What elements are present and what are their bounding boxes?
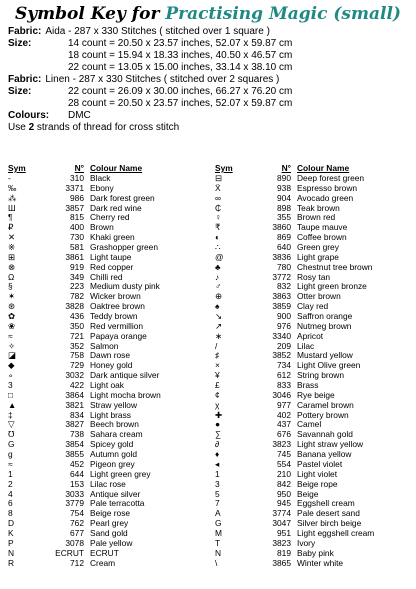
symbol-glyph: ∑	[215, 429, 221, 440]
dmc-number: 640	[277, 242, 291, 253]
symbol-glyph: ⊕	[215, 291, 223, 302]
colour-name: Dark antique silver	[90, 370, 160, 381]
dmc-number: 676	[277, 429, 291, 440]
dmc-number: 3774	[272, 508, 291, 519]
dmc-number: 945	[277, 498, 291, 509]
symbol-glyph: ♣	[215, 261, 221, 272]
symbol-glyph: ∗	[215, 330, 223, 341]
key-row	[215, 559, 409, 569]
colour-name: Antique silver	[90, 488, 141, 499]
symbol-glyph: g	[8, 449, 13, 460]
size-label: Size:	[8, 38, 32, 49]
size-label: Size:	[8, 86, 32, 97]
colour-name: Caramel brown	[297, 399, 354, 410]
fabric-label: Fabric:	[8, 74, 42, 85]
symbol-glyph: ⁂	[8, 192, 17, 203]
colour-name: Honey gold	[90, 360, 133, 371]
fabric-linen-text: Linen - 287 x 330 Stitches ( stitched over 2 squares )	[45, 74, 280, 85]
symbol-glyph: 1	[215, 468, 220, 479]
dmc-number: 223	[70, 281, 84, 292]
colour-name: Nutmeg brown	[297, 320, 352, 331]
colour-name: Light Olive green	[297, 360, 361, 371]
symbol-glyph: ♠	[215, 301, 220, 312]
symbol-glyph: §	[8, 281, 13, 292]
colour-name: Rye beige	[297, 389, 335, 400]
symbol-glyph: G	[8, 439, 15, 450]
dmc-number: 209	[277, 340, 291, 351]
symbol-glyph: ‰	[8, 182, 17, 193]
dmc-number: 3859	[272, 301, 291, 312]
symbol-glyph: ₽	[8, 222, 14, 233]
symbol-glyph: ¥	[215, 370, 220, 381]
fabric-aida-text: Aida - 287 x 330 Stitches ( stitched over 1 square )	[45, 26, 270, 37]
colour-name: Deep forest green	[297, 173, 365, 183]
colour-name: Medium dusty pink	[90, 281, 160, 292]
size-aida-line: 18 count = 15.94 x 18.33 inches, 40.50 x 46.57 cm	[68, 50, 293, 61]
dmc-number: 712	[70, 557, 84, 568]
symbol-glyph: R	[8, 557, 15, 568]
colour-name: Chestnut tree brown	[297, 261, 373, 272]
symbol-glyph: 5	[215, 488, 220, 499]
symbol-glyph: 3	[8, 380, 13, 391]
colour-name: Khaki green	[90, 232, 135, 243]
dmc-number: 3855	[65, 449, 84, 460]
colour-name: Straw yellow	[90, 399, 138, 410]
symbol-glyph: 2	[8, 478, 13, 489]
colour-name: Coffee brown	[297, 232, 347, 243]
symbol-glyph: ↗	[215, 320, 223, 331]
dmc-number: 3836	[272, 251, 291, 262]
colour-name: Spicey gold	[90, 439, 134, 450]
symbol-glyph: 4	[8, 488, 13, 499]
dmc-number: 554	[277, 458, 291, 469]
colour-name: Pearl grey	[90, 518, 129, 529]
symbol-glyph: ▲	[8, 399, 17, 410]
colours-value: DMC	[68, 110, 91, 121]
dmc-number: 677	[70, 527, 84, 538]
colour-name: Teddy brown	[90, 311, 138, 322]
dmc-number: 612	[277, 370, 291, 381]
header-num: N°	[74, 163, 84, 173]
dmc-number: 3340	[272, 330, 291, 341]
dmc-number: 904	[277, 192, 291, 203]
dmc-number: 436	[70, 311, 84, 322]
header-name: Colour Name	[90, 163, 143, 173]
symbol-glyph: ▽	[8, 419, 15, 430]
dmc-number: 3823	[272, 537, 291, 548]
dmc-number: 3854	[65, 439, 84, 450]
colour-name: Camel	[297, 419, 322, 430]
dmc-number: 3032	[65, 370, 84, 381]
symbol-glyph: K	[8, 527, 14, 538]
symbol-glyph: ⊛	[8, 301, 16, 312]
colour-name: Beige rope	[297, 478, 338, 489]
colour-name: Beige	[297, 488, 319, 499]
dmc-number: 951	[277, 527, 291, 538]
colour-name: Dark red wine	[90, 202, 142, 213]
header-sym: Sym	[215, 163, 233, 173]
colour-name: Salmon	[90, 340, 119, 351]
key-table-right	[215, 164, 409, 568]
colour-name: Pigeon grey	[90, 458, 135, 469]
colour-name: Brass	[297, 380, 319, 391]
dmc-number: 3860	[272, 222, 291, 233]
symbol-glyph: ◐	[215, 232, 221, 243]
colour-name: Pottery brown	[297, 409, 349, 420]
dmc-number: 3852	[272, 350, 291, 361]
symbol-glyph: ¶	[8, 212, 13, 223]
dmc-number: 833	[277, 380, 291, 391]
colour-name: Sand gold	[90, 527, 128, 538]
dmc-number: 834	[70, 409, 84, 420]
colour-name: Light oak	[90, 380, 124, 391]
symbol-glyph: ⊗	[8, 261, 16, 272]
dmc-number: 738	[70, 429, 84, 440]
symbol-glyph: ♦	[215, 449, 220, 460]
dmc-number: 3828	[65, 301, 84, 312]
dmc-number: 581	[70, 242, 84, 253]
dmc-number: 782	[70, 291, 84, 302]
symbol-glyph: ¢	[215, 389, 220, 400]
colour-name: Light grape	[297, 251, 339, 262]
colour-name: Black	[90, 173, 111, 183]
symbol-glyph: ※	[8, 242, 16, 253]
symbol-glyph: Ẍ	[215, 182, 221, 193]
symbol-glyph: ∞	[215, 192, 221, 203]
dmc-number: 3857	[65, 202, 84, 213]
symbol-glyph: 1	[8, 468, 13, 479]
symbol-glyph: ♀	[215, 212, 222, 223]
symbol-glyph: ✶	[8, 291, 16, 302]
size-aida-row	[8, 38, 408, 50]
colour-name: Brown	[90, 222, 114, 233]
colour-name: Cream	[90, 557, 116, 568]
symbol-glyph: ✚	[215, 409, 223, 420]
colour-name: Cherry red	[90, 212, 130, 223]
symbol-glyph: N	[215, 547, 222, 558]
dmc-number: 3865	[272, 557, 291, 568]
colour-name: Banana yellow	[297, 449, 352, 460]
colour-name: Lilac rose	[90, 478, 126, 489]
dmc-number: 938	[277, 182, 291, 193]
colour-name: Red vermillion	[90, 320, 144, 331]
dmc-number: 730	[70, 232, 84, 243]
colour-name: Beech brown	[90, 419, 139, 430]
colour-name: Grashopper green	[90, 242, 158, 253]
thread-instruction	[8, 122, 408, 134]
colour-name: Ebony	[90, 182, 114, 193]
colour-name: Saffron orange	[297, 311, 353, 322]
colour-name: Clay red	[297, 301, 329, 312]
dmc-number: 729	[70, 360, 84, 371]
size-aida-line: 14 count = 20.50 x 23.57 inches, 52.07 x 59.87 cm	[68, 38, 293, 49]
thread-count: 2	[28, 122, 35, 133]
dmc-number: 900	[277, 311, 291, 322]
colour-name: Beige rose	[90, 508, 131, 519]
fabric-label: Fabric:	[8, 26, 42, 37]
dmc-number: 832	[277, 281, 291, 292]
symbol-glyph: ∴	[215, 242, 221, 253]
dmc-number: 869	[277, 232, 291, 243]
colour-name: Pale desert sand	[297, 508, 360, 519]
dmc-number: 3779	[65, 498, 84, 509]
dmc-number: 758	[70, 350, 84, 361]
size-aida-row	[8, 50, 408, 62]
dmc-number: 734	[277, 360, 291, 371]
colour-name: Eggshell cream	[297, 498, 355, 509]
colour-name: Light green bronze	[297, 281, 367, 292]
symbol-glyph: ♯	[215, 350, 220, 361]
symbol-glyph: χ	[215, 399, 220, 410]
dmc-number: 452	[70, 458, 84, 469]
symbol-glyph: \	[215, 557, 218, 568]
size-linen-line: 28 count = 20.50 x 23.57 inches, 52.07 x 59.87 cm	[68, 98, 293, 109]
symbol-glyph: ◆	[8, 360, 15, 371]
dmc-number: 350	[70, 320, 84, 331]
colour-name: Rosy tan	[297, 271, 331, 282]
symbol-glyph: 8	[8, 508, 13, 519]
dmc-number: 780	[277, 261, 291, 272]
colour-name: Taupe mauve	[297, 222, 348, 233]
colours-row	[8, 110, 408, 122]
symbol-glyph: 7	[215, 498, 220, 509]
colour-name: Autumn gold	[90, 449, 138, 460]
colour-name: Teak brown	[297, 202, 340, 213]
symbol-glyph: ∘	[8, 370, 14, 381]
symbol-glyph: /	[215, 340, 218, 351]
colour-name: Red copper	[90, 261, 134, 272]
dmc-number: 210	[277, 468, 291, 479]
thread-post: strands of thread for cross stitch	[34, 122, 180, 133]
dmc-number: ECRUT	[55, 547, 84, 558]
dmc-number: 3078	[65, 537, 84, 548]
symbol-glyph: ↘	[215, 311, 223, 322]
colour-name: Papaya orange	[90, 330, 147, 341]
colour-name: Dawn rose	[90, 350, 131, 361]
colour-name: Light green grey	[90, 468, 151, 479]
size-linen-row	[8, 98, 408, 110]
symbol-glyph: -	[8, 173, 11, 183]
dmc-number: 3861	[65, 251, 84, 262]
dmc-number: 3772	[272, 271, 291, 282]
symbol-glyph: M	[215, 527, 222, 538]
key-table-left	[8, 164, 202, 568]
dmc-number: 3821	[65, 399, 84, 410]
dmc-number: 349	[70, 271, 84, 282]
symbol-glyph: ×	[215, 360, 220, 371]
symbol-glyph: ❀	[8, 320, 16, 331]
colour-name: Avocado green	[297, 192, 354, 203]
dmc-number: 644	[70, 468, 84, 479]
colour-name: Light straw yellow	[297, 439, 364, 450]
symbol-glyph: N	[8, 547, 15, 558]
dmc-number: 310	[70, 173, 84, 183]
header-name: Colour Name	[297, 163, 350, 173]
symbol-glyph: £	[215, 380, 220, 391]
dmc-number: 762	[70, 518, 84, 529]
dmc-number: 355	[277, 212, 291, 223]
colour-name: Light eggshell cream	[297, 527, 375, 538]
fabric-info	[8, 26, 408, 134]
symbol-glyph: D	[8, 518, 15, 529]
dmc-number: 977	[277, 399, 291, 410]
dmc-number: 3033	[65, 488, 84, 499]
colour-name: Pastel violet	[297, 458, 343, 469]
dmc-number: 400	[70, 222, 84, 233]
colour-name: Wicker brown	[90, 291, 141, 302]
colour-name: Silver birch beige	[297, 518, 362, 529]
fabric-aida-row	[8, 26, 408, 38]
colour-name: Apricot	[297, 330, 324, 341]
dmc-number: 950	[277, 488, 291, 499]
colour-name: Sahara cream	[90, 429, 143, 440]
dmc-number: 754	[70, 508, 84, 519]
colour-name: Pale yellow	[90, 537, 133, 548]
dmc-number: 3864	[65, 389, 84, 400]
dmc-number: 819	[277, 547, 291, 558]
colour-name: Mustard yellow	[297, 350, 353, 361]
symbol-glyph: P	[8, 537, 14, 548]
header-sym: Sym	[8, 163, 26, 173]
symbol-glyph: ⊞	[8, 251, 16, 262]
colour-name: Pale terracotta	[90, 498, 145, 509]
dmc-number: 402	[277, 409, 291, 420]
colour-name: Light brass	[90, 409, 131, 420]
dmc-number: 422	[70, 380, 84, 391]
dmc-number: 437	[277, 419, 291, 430]
symbol-glyph: Ш	[8, 202, 16, 213]
colour-name: Savannah gold	[297, 429, 353, 440]
symbol-glyph: ●	[215, 419, 221, 430]
dmc-number: 3046	[272, 389, 291, 400]
symbol-glyph: ℧	[8, 429, 15, 440]
symbol-glyph: Ω	[8, 271, 15, 282]
symbol-glyph: ≈	[8, 458, 13, 469]
dmc-number: 721	[70, 330, 84, 341]
dmc-number: 3863	[272, 291, 291, 302]
symbol-glyph: 3	[215, 478, 220, 489]
dmc-number: 898	[277, 202, 291, 213]
colour-name: Green grey	[297, 242, 339, 253]
symbol-glyph: ₵	[215, 202, 222, 213]
dmc-number: 153	[70, 478, 84, 489]
dmc-number: 986	[70, 192, 84, 203]
symbol-glyph: ∂	[215, 439, 220, 450]
symbol-glyph: ≈	[8, 330, 13, 341]
title-brand: Practising Magic (small)	[165, 4, 401, 24]
title-prefix: Symbol Key for	[15, 4, 160, 24]
symbol-glyph: @	[215, 251, 224, 262]
colour-name: Brown red	[297, 212, 336, 223]
symbol-glyph: ♂	[215, 281, 222, 292]
size-aida-row	[8, 62, 408, 74]
symbol-glyph: ✕	[8, 232, 16, 243]
dmc-number: 352	[70, 340, 84, 351]
dmc-number: 919	[70, 261, 84, 272]
size-aida-line: 22 count = 13.05 x 15.00 inches, 33.14 x 38.10 cm	[68, 62, 293, 73]
symbol-glyph: G	[215, 518, 222, 529]
symbol-glyph: ✿	[8, 311, 16, 322]
colour-name: Lilac	[297, 340, 315, 351]
dmc-number: 745	[277, 449, 291, 460]
dmc-number: 3827	[65, 419, 84, 430]
page-title	[0, 4, 416, 24]
symbol-glyph: A	[215, 508, 221, 519]
symbol-glyph: ✧	[8, 340, 16, 351]
symbol-glyph: □	[8, 389, 14, 400]
colour-name: ECRUT	[90, 547, 119, 558]
colour-name: Dark forest green	[90, 192, 155, 203]
dmc-number: 815	[70, 212, 84, 223]
dmc-number: 890	[277, 173, 291, 183]
colour-name: Baby pink	[297, 547, 334, 558]
colour-name: Oaktree brown	[90, 301, 145, 312]
size-linen-line: 22 count = 26.09 x 30.00 inches, 66.27 x 76.20 cm	[68, 86, 293, 97]
colour-name: Light mocha brown	[90, 389, 161, 400]
fabric-linen-row	[8, 74, 408, 86]
colour-name: String brown	[297, 370, 345, 381]
colour-name: Light taupe	[90, 251, 132, 262]
colour-name: Light violet	[297, 468, 338, 479]
colour-name: Winter white	[297, 557, 344, 568]
symbol-glyph: ◂	[215, 458, 220, 469]
dmc-number: 976	[277, 320, 291, 331]
dmc-number: 842	[277, 478, 291, 489]
symbol-glyph: ₹	[215, 222, 221, 233]
dmc-number: 3823	[272, 439, 291, 450]
symbol-glyph: 6	[8, 498, 13, 509]
size-linen-row	[8, 86, 408, 98]
dmc-number: 3047	[272, 518, 291, 529]
colour-name: Otter brown	[297, 291, 341, 302]
colour-name: Espresso brown	[297, 182, 358, 193]
dmc-number: 3371	[65, 182, 84, 193]
symbol-glyph: ♪	[215, 271, 220, 282]
symbol-glyph: ◪	[8, 350, 16, 361]
header-num: N°	[281, 163, 291, 173]
colour-name: Ivory	[297, 537, 316, 548]
symbol-glyph: ‡	[8, 409, 13, 420]
colour-name: Chilli red	[90, 271, 123, 282]
key-row	[8, 559, 202, 569]
thread-pre: Use	[8, 122, 29, 133]
colours-label: Colours:	[8, 110, 50, 121]
symbol-glyph: T	[215, 537, 221, 548]
symbol-glyph: ⊟	[215, 173, 223, 183]
